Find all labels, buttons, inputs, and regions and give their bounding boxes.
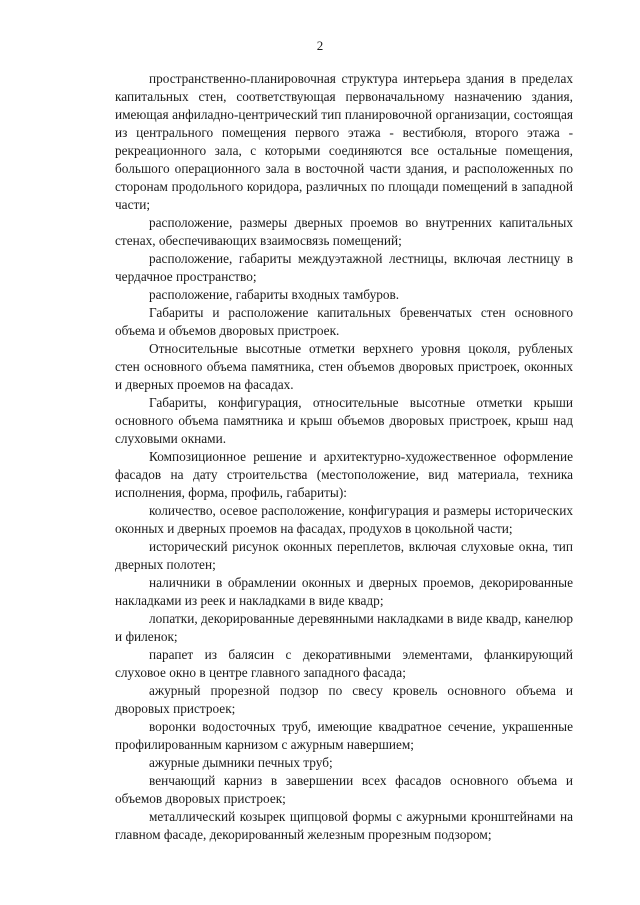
paragraph: воронки водосточных труб, имеющие квадратное сечение, украшенные профилированным карнизом с ажурным навершием;: [115, 719, 573, 752]
paragraph: венчающий карниз в завершении всех фасадов основного объема и объемов дворовых пристроек;: [115, 773, 573, 806]
page-number: 2: [316, 38, 324, 53]
paragraph: Относительные высотные отметки верхнего уровня цоколя, рубленых стен основного объема памятника, стен объемов дворовых пристроек, оконных и дверных проемов на фасадах.: [115, 341, 573, 392]
paragraph: ажурные дымники печных труб;: [149, 755, 333, 770]
paragraph: расположение, габариты междуэтажной лестницы, включая лестницу в чердачное пространство;: [115, 251, 573, 284]
paragraph: исторический рисунок оконных переплетов, включая слуховые окна, тип дверных полотен;: [115, 539, 573, 572]
paragraph: парапет из балясин с декоративными элементами, фланкирующий слуховое окно в центре главного западного фасада;: [115, 647, 573, 680]
paragraph: ажурный прорезной подзор по свесу кровель основного объема и дворовых пристроек;: [115, 683, 573, 716]
paragraph: Габариты и расположение капитальных бревенчатых стен основного объема и объемов дворовых пристроек.: [115, 305, 573, 338]
paragraph: пространственно-планировочная структура интерьера здания в пределах капитальных стен, соответствующая первоначальному назначению здания, имеющая анфиладно-центрический тип планировочной организации, состоящая из центрального помещения первого этажа - вестибюля, второго этажа - рекреационного зала, с которыми соединяются все остальные помещения, большого операционного зала в восточной части здания, и расположенных по сторонам продольного коридора, различных по площади помещений в западной части;: [115, 71, 573, 212]
document-body: [115, 70, 573, 844]
paragraph: лопатки, декорированные деревянными накладками в виде квадр, канелюр и филенок;: [115, 611, 573, 644]
paragraph: металлический козырек щипцовой формы с ажурными кронштейнами на главном фасаде, декорированный железным прорезным подзором;: [115, 809, 573, 842]
paragraph: Габариты, конфигурация, относительные высотные отметки крыши основного объема памятника и крыш объемов дворовых пристроек, крыш над слуховыми окнами.: [115, 395, 573, 446]
paragraph: расположение, размеры дверных проемов во внутренних капитальных стенах, обеспечивающих взаимосвязь помещений;: [115, 215, 573, 248]
paragraph: количество, осевое расположение, конфигурация и размеры исторических оконных и дверных проемов на фасадах, продухов в цокольной части;: [115, 503, 573, 536]
paragraph: Композиционное решение и архитектурно-художественное оформление фасадов на дату строительства (местоположение, вид материала, техника исполнения, форма, профиль, габариты):: [115, 449, 573, 500]
paragraph: наличники в обрамлении оконных и дверных проемов, декорированные накладками из реек и накладками в виде квадр;: [115, 575, 573, 608]
paragraph: расположение, габариты входных тамбуров.: [149, 287, 400, 302]
